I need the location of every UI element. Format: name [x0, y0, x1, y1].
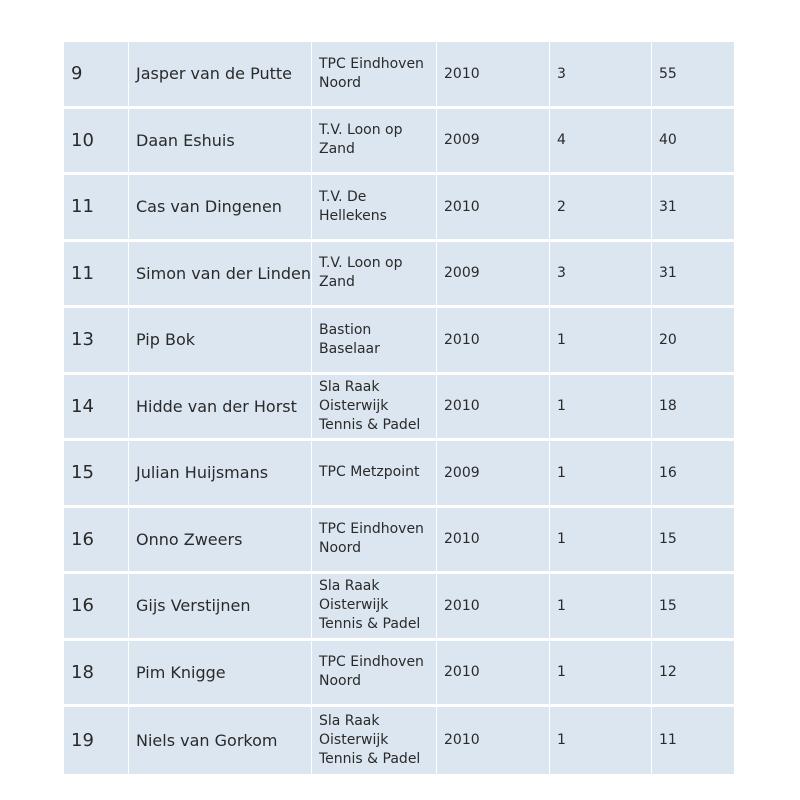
points-cell: 40 [652, 109, 734, 176]
club-line: TPC Eindhoven [319, 521, 424, 538]
tournaments-count-cell: 3 [550, 42, 652, 109]
tournaments-count-cell: 1 [550, 574, 652, 641]
table-row [64, 109, 734, 176]
rankings-table-body [64, 42, 734, 774]
rank-cell: 15 [64, 441, 129, 508]
club-line: Sla Raak [319, 578, 380, 595]
rank-cell: 10 [64, 109, 129, 176]
player-name-cell: Cas van Dingenen [129, 175, 312, 242]
tournaments-count-cell: 2 [550, 175, 652, 242]
tournaments-count-cell: 1 [550, 375, 652, 442]
birth-year-cell: 2010 [437, 175, 550, 242]
table-row [64, 441, 734, 508]
club-line: Bastion [319, 321, 372, 338]
birth-year-cell: 2010 [437, 707, 550, 774]
club-cell [312, 441, 437, 508]
table-row [64, 375, 734, 442]
club-line: Oisterwijk [319, 731, 389, 748]
club-cell [312, 641, 437, 708]
table-row [64, 175, 734, 242]
player-name-cell: Hidde van der Horst [129, 375, 312, 442]
club-line: Baselaar [319, 340, 380, 357]
club-line: Tennis & Padel [319, 750, 421, 767]
club-cell [312, 308, 437, 375]
club-line: Oisterwijk [319, 397, 389, 414]
rank-cell: 19 [64, 707, 129, 774]
table-row [64, 707, 734, 774]
points-cell: 20 [652, 308, 734, 375]
player-name-cell: Onno Zweers [129, 508, 312, 575]
club-line: Zand [319, 141, 355, 158]
club-cell [312, 42, 437, 109]
tournaments-count-cell: 1 [550, 508, 652, 575]
rank-cell: 14 [64, 375, 129, 442]
tournaments-count-cell: 3 [550, 242, 652, 309]
player-name-cell: Gijs Verstijnen [129, 574, 312, 641]
club-cell [312, 574, 437, 641]
club-cell [312, 109, 437, 176]
birth-year-cell: 2009 [437, 109, 550, 176]
birth-year-cell: 2009 [437, 242, 550, 309]
table-row [64, 42, 734, 109]
points-cell: 31 [652, 242, 734, 309]
club-line: TPC Eindhoven [319, 654, 424, 671]
player-name-cell: Julian Huijsmans [129, 441, 312, 508]
club-line: Sla Raak [319, 712, 380, 729]
player-name-cell: Daan Eshuis [129, 109, 312, 176]
rankings-table [64, 42, 734, 774]
birth-year-cell: 2010 [437, 641, 550, 708]
rank-cell: 11 [64, 242, 129, 309]
table-row [64, 308, 734, 375]
tournaments-count-cell: 1 [550, 308, 652, 375]
birth-year-cell: 2010 [437, 375, 550, 442]
rank-cell: 9 [64, 42, 129, 109]
tournaments-count-cell: 1 [550, 707, 652, 774]
points-cell: 15 [652, 508, 734, 575]
club-line: TPC Metzpoint [319, 464, 420, 481]
points-cell: 55 [652, 42, 734, 109]
points-cell: 31 [652, 175, 734, 242]
club-line: Hellekens [319, 207, 387, 224]
club-line: TPC Eindhoven [319, 55, 424, 72]
club-cell [312, 508, 437, 575]
tournaments-count-cell: 1 [550, 641, 652, 708]
points-cell: 11 [652, 707, 734, 774]
birth-year-cell: 2009 [437, 441, 550, 508]
club-cell [312, 375, 437, 442]
rank-cell: 13 [64, 308, 129, 375]
club-line: Tennis & Padel [319, 416, 421, 433]
club-cell [312, 242, 437, 309]
club-line: Noord [319, 540, 361, 557]
player-name-cell: Pip Bok [129, 308, 312, 375]
tournaments-count-cell: 4 [550, 109, 652, 176]
points-cell: 15 [652, 574, 734, 641]
rank-cell: 16 [64, 574, 129, 641]
table-row [64, 508, 734, 575]
player-name-cell: Niels van Gorkom [129, 707, 312, 774]
player-name-cell: Simon van der Linden [129, 242, 312, 309]
birth-year-cell: 2010 [437, 574, 550, 641]
rank-cell: 11 [64, 175, 129, 242]
club-line: Noord [319, 673, 361, 690]
club-cell [312, 707, 437, 774]
club-line: Zand [319, 274, 355, 291]
tournaments-count-cell: 1 [550, 441, 652, 508]
birth-year-cell: 2010 [437, 42, 550, 109]
club-cell [312, 175, 437, 242]
club-line: T.V. De [319, 188, 367, 205]
points-cell: 18 [652, 375, 734, 442]
club-line: Noord [319, 74, 361, 91]
points-cell: 12 [652, 641, 734, 708]
club-line: Tennis & Padel [319, 616, 421, 633]
table-row [64, 242, 734, 309]
player-name-cell: Jasper van de Putte [129, 42, 312, 109]
player-name-cell: Pim Knigge [129, 641, 312, 708]
birth-year-cell: 2010 [437, 508, 550, 575]
table-row [64, 641, 734, 708]
club-line: Sla Raak [319, 378, 380, 395]
table-row [64, 574, 734, 641]
rank-cell: 18 [64, 641, 129, 708]
birth-year-cell: 2010 [437, 308, 550, 375]
club-line: T.V. Loon op [319, 122, 403, 139]
club-line: Oisterwijk [319, 597, 389, 614]
rank-cell: 16 [64, 508, 129, 575]
club-line: T.V. Loon op [319, 255, 403, 272]
points-cell: 16 [652, 441, 734, 508]
